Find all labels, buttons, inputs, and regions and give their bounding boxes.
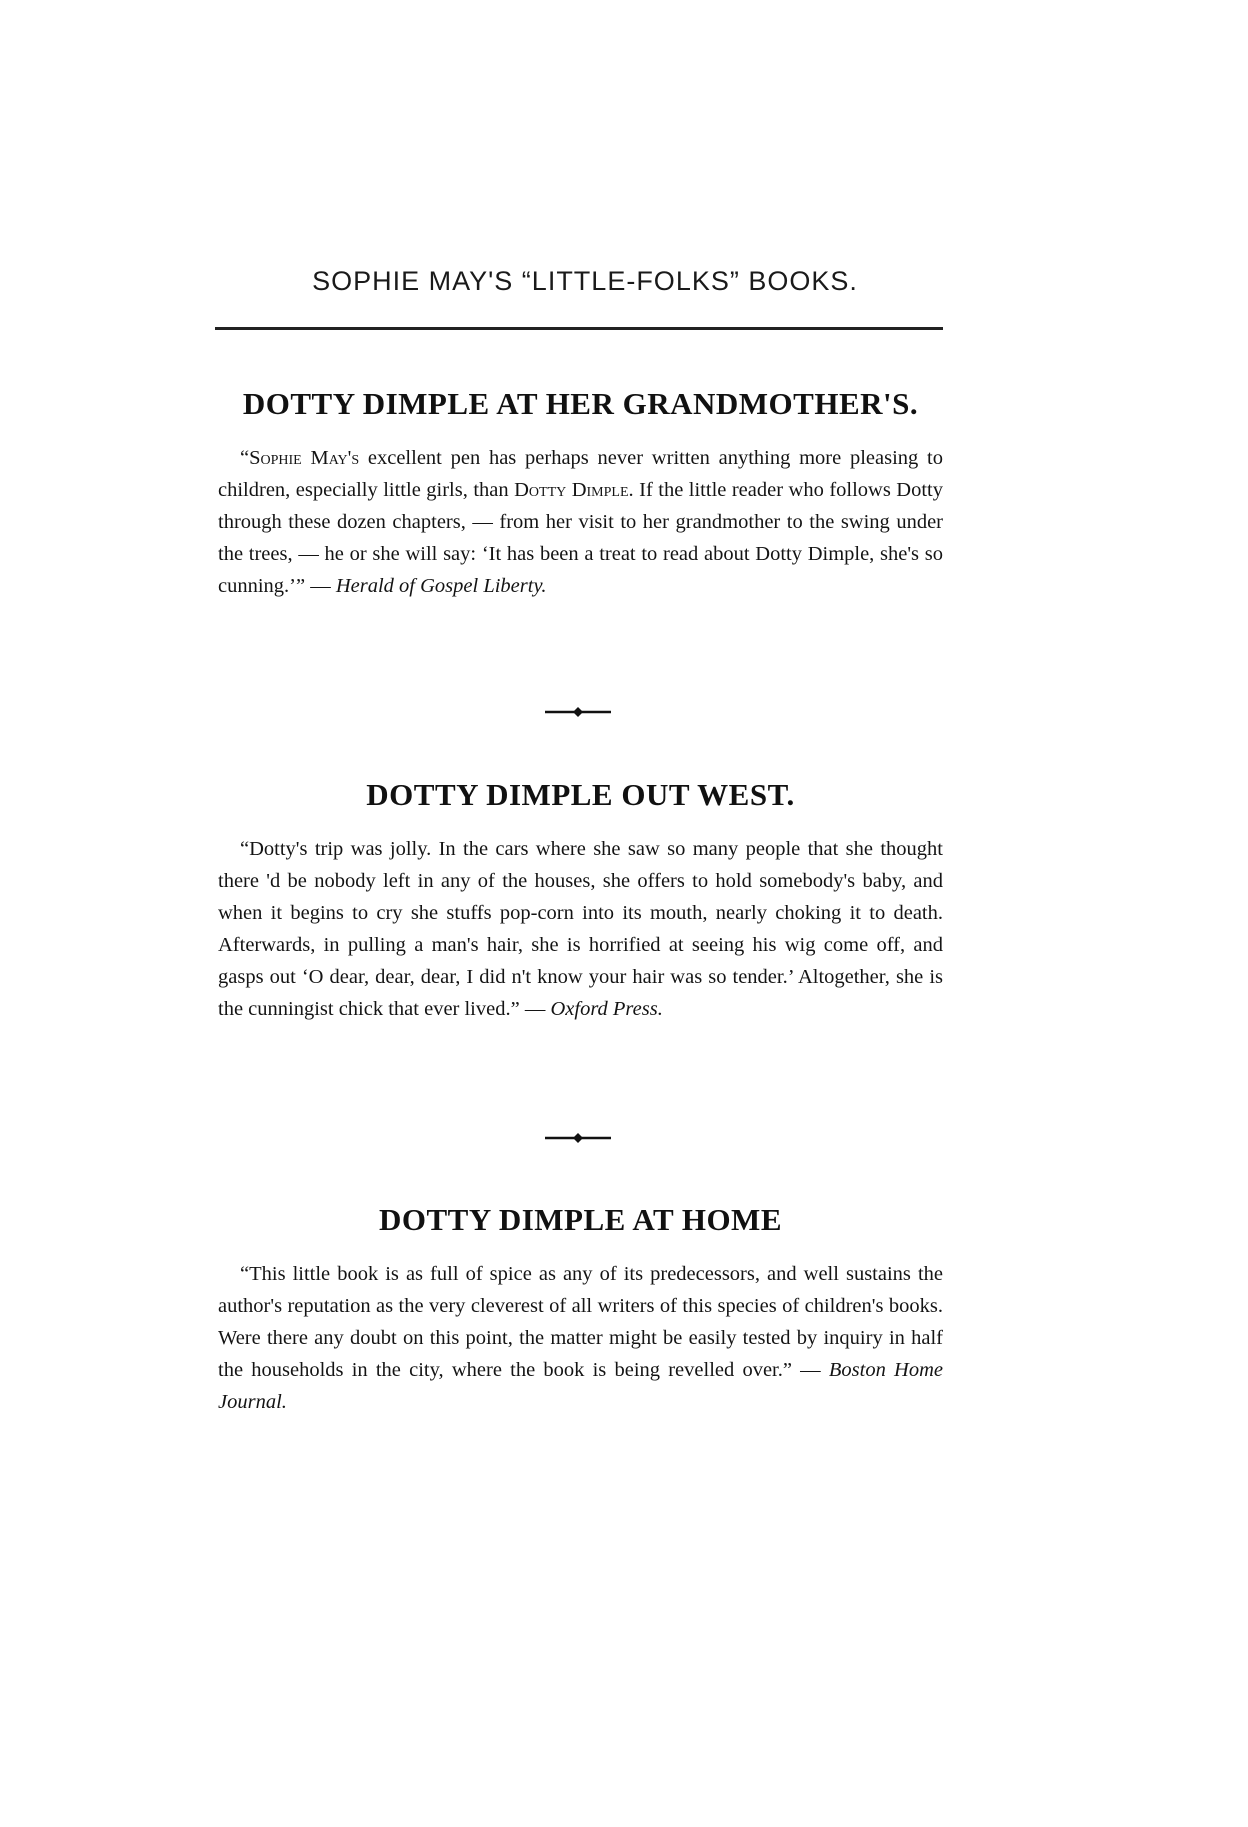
notice-title: DOTTY DIMPLE OUT WEST. — [366, 777, 795, 812]
notice-title: DOTTY DIMPLE AT HER GRANDMOTHER'S. — [242, 386, 919, 421]
quote-lead: “Sophie May's — [240, 447, 360, 469]
notice-grandmothers — [218, 386, 943, 602]
section-divider — [545, 706, 611, 718]
notice-out-west — [218, 777, 943, 1025]
quote-name: Dotty Dimple — [514, 479, 629, 501]
quote-body: excellent pen has perhaps never written anything more pleasing to children, especially little girls, than — [218, 447, 943, 501]
notice-quote — [218, 833, 943, 1025]
notice-at-home — [218, 1202, 943, 1418]
quote-source: Oxford Press. — [550, 998, 663, 1020]
running-head: SOPHIE MAY'S “LITTLE-FOLKS” BOOKS. — [312, 266, 858, 296]
quote-body: “Dotty's trip was jolly. In the cars where she saw so many people that she thought there 'd be nobody left in any of the houses, she offers to hold somebody's baby, and when it begins to cry she stuffs pop-corn into its mouth, nearly choking it to death. Afterwards, in pulling a man's hair, she is horrified at seeing his wig come off, and gasps out ‘O dear, dear, dear, I did n't know your hair was so tender.’ Altogether, she is the cunningist chick that ever lived.” — — [218, 838, 943, 1020]
quote-source: Boston Home Journal. — [218, 1359, 944, 1413]
quote-tail: . If the little reader who follows Dotty through these dozen chapters, — from her visit to her grandmother to the swing under the trees, — he or she will say: ‘It has been a treat to read about Dotty Dimple, she's so cunning.’” — — [218, 479, 943, 597]
head-rule — [215, 327, 943, 330]
section-divider — [545, 1132, 611, 1144]
notice-quote — [218, 1258, 943, 1418]
quote-body: “This little book is as full of spice as any of its predecessors, and well sustains the author's reputation as the very cleverest of all writers of this species of children's books. Were there any doubt on this point, the matter might be easily tested by inquiry in half the households in the city, where the book is being revelled over.” — — [218, 1263, 943, 1381]
notice-quote — [218, 442, 943, 602]
notice-title: DOTTY DIMPLE AT HOME — [379, 1202, 782, 1237]
quote-source: Herald of Gospel Liberty. — [335, 575, 547, 597]
